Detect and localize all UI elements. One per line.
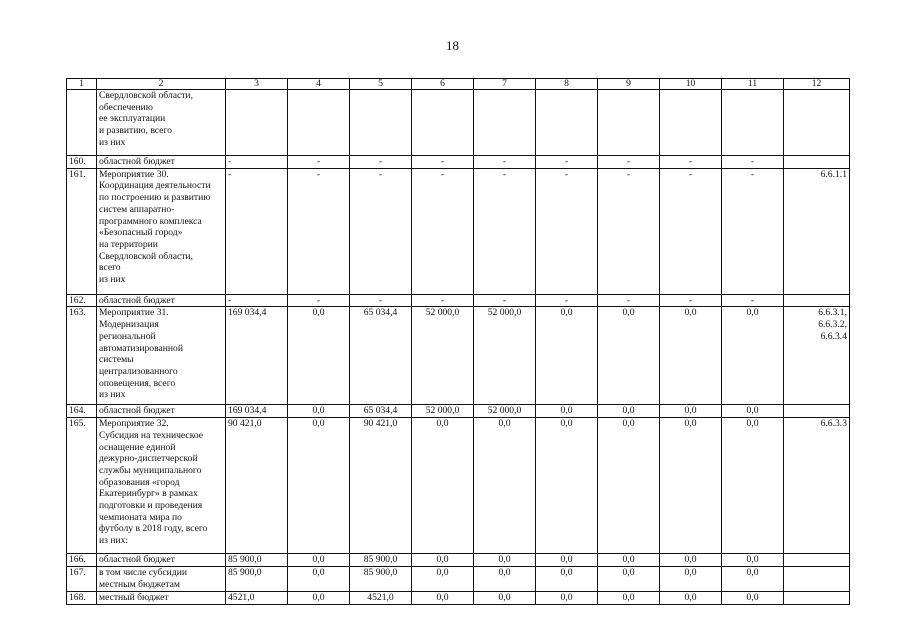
value-cell: 0,0 — [660, 307, 722, 405]
row-number: 160. — [67, 156, 97, 169]
reference-code — [784, 566, 850, 591]
value-cell — [722, 90, 784, 156]
value-cell: 0,0 — [660, 418, 722, 554]
value-cell: - — [474, 168, 536, 294]
value-cell: 0,0 — [660, 591, 722, 604]
value-cell: 0,0 — [598, 405, 660, 418]
value-cell: - — [412, 168, 474, 294]
value-cell: 65 034,4 — [350, 405, 412, 418]
value-cell: 0,0 — [412, 418, 474, 554]
table-row — [67, 168, 850, 294]
value-cell: 0,0 — [288, 554, 350, 567]
value-cell: 0,0 — [474, 566, 536, 591]
column-number: 2 — [97, 79, 226, 90]
row-description: областной бюджет — [97, 554, 226, 567]
value-cell: 0,0 — [722, 566, 784, 591]
table-row — [67, 294, 850, 307]
value-cell: - — [226, 156, 288, 169]
row-number — [67, 90, 97, 156]
value-cell — [226, 90, 288, 156]
table-row — [67, 554, 850, 567]
value-cell: - — [536, 156, 598, 169]
value-cell: 0,0 — [474, 418, 536, 554]
value-cell: 0,0 — [536, 554, 598, 567]
row-number: 166. — [67, 554, 97, 567]
page-number: 18 — [446, 38, 459, 53]
value-cell: - — [536, 168, 598, 294]
value-cell: - — [288, 294, 350, 307]
value-cell: 0,0 — [536, 405, 598, 418]
reference-code — [784, 591, 850, 604]
row-description: Свердловской области, обеспечению ее эксплуатации и развитию, всего из них — [97, 90, 226, 156]
value-cell: 0,0 — [288, 566, 350, 591]
value-cell — [598, 90, 660, 156]
value-cell: 0,0 — [598, 307, 660, 405]
value-cell: - — [660, 156, 722, 169]
value-cell: 4521,0 — [226, 591, 288, 604]
value-cell: 0,0 — [660, 554, 722, 567]
value-cell: 0,0 — [598, 554, 660, 567]
value-cell: 0,0 — [412, 591, 474, 604]
reference-code — [784, 554, 850, 567]
value-cell: 0,0 — [288, 405, 350, 418]
value-cell: 0,0 — [722, 405, 784, 418]
value-cell: 0,0 — [722, 554, 784, 567]
column-number: 3 — [226, 79, 288, 90]
row-description: Мероприятие 30. Координация деятельности по построению и развитию систем аппаратно- программного комплекса «Безопасный город» на территории Свердловской области, всего из них — [97, 168, 226, 294]
value-cell: - — [226, 168, 288, 294]
row-description: в том числе субсидии местным бюджетам — [97, 566, 226, 591]
row-description: Мероприятие 32. Субсидия на техническое оснащение единой дежурно-диспетчерской службы муниципального образования «город Екатеринбург» в рамках подготовки и проведения чемпионата мира по футболу в 2018 году, всего из них: — [97, 418, 226, 554]
value-cell: 0,0 — [412, 566, 474, 591]
column-number-row — [67, 79, 850, 90]
column-number: 7 — [474, 79, 536, 90]
value-cell — [474, 90, 536, 156]
value-cell: - — [598, 156, 660, 169]
value-cell: - — [226, 294, 288, 307]
value-cell: - — [412, 294, 474, 307]
row-description: областной бюджет — [97, 156, 226, 169]
value-cell: 0,0 — [598, 418, 660, 554]
column-number: 5 — [350, 79, 412, 90]
table-body — [67, 79, 850, 605]
value-cell: 0,0 — [288, 307, 350, 405]
value-cell: 52 000,0 — [474, 307, 536, 405]
column-number: 4 — [288, 79, 350, 90]
row-number: 165. — [67, 418, 97, 554]
value-cell: 0,0 — [536, 591, 598, 604]
row-number: 162. — [67, 294, 97, 307]
table-row — [67, 307, 850, 405]
value-cell: 0,0 — [598, 591, 660, 604]
value-cell: - — [722, 294, 784, 307]
value-cell: 85 900,0 — [350, 554, 412, 567]
value-cell: - — [350, 156, 412, 169]
reference-code: 6.6.3.3 — [784, 418, 850, 554]
column-number: 11 — [722, 79, 784, 90]
value-cell: 0,0 — [722, 591, 784, 604]
value-cell: 85 900,0 — [350, 566, 412, 591]
value-cell: - — [412, 156, 474, 169]
value-cell: 0,0 — [598, 566, 660, 591]
value-cell: 0,0 — [536, 566, 598, 591]
value-cell — [350, 90, 412, 156]
value-cell: 0,0 — [536, 418, 598, 554]
value-cell: 0,0 — [474, 591, 536, 604]
value-cell: 0,0 — [288, 418, 350, 554]
value-cell — [412, 90, 474, 156]
value-cell: 85 900,0 — [226, 566, 288, 591]
table-row — [67, 566, 850, 591]
table-row — [67, 418, 850, 554]
table-row — [67, 591, 850, 604]
value-cell: 52 000,0 — [412, 405, 474, 418]
row-number: 163. — [67, 307, 97, 405]
value-cell: 0,0 — [474, 554, 536, 567]
value-cell: 52 000,0 — [474, 405, 536, 418]
reference-code — [784, 90, 850, 156]
table-row — [67, 90, 850, 156]
value-cell: - — [722, 156, 784, 169]
row-description: Мероприятие 31. Модернизация региональной автоматизированной системы централизованного оповещения, всего из них — [97, 307, 226, 405]
value-cell: 169 034,4 — [226, 405, 288, 418]
value-cell: - — [288, 156, 350, 169]
value-cell: - — [722, 168, 784, 294]
row-description: местный бюджет — [97, 591, 226, 604]
value-cell — [536, 90, 598, 156]
value-cell: - — [660, 168, 722, 294]
value-cell: 90 421,0 — [350, 418, 412, 554]
value-cell: - — [660, 294, 722, 307]
value-cell: - — [350, 168, 412, 294]
value-cell: 90 421,0 — [226, 418, 288, 554]
value-cell: 65 034,4 — [350, 307, 412, 405]
value-cell: 0,0 — [536, 307, 598, 405]
value-cell: 52 000,0 — [412, 307, 474, 405]
column-number: 6 — [412, 79, 474, 90]
column-number: 1 — [67, 79, 97, 90]
value-cell: 0,0 — [660, 405, 722, 418]
value-cell: - — [598, 294, 660, 307]
reference-code: 6.6.1.1 — [784, 168, 850, 294]
reference-code: 6.6.3.1, 6.6.3.2, 6.6.3.4 — [784, 307, 850, 405]
value-cell: 85 900,0 — [226, 554, 288, 567]
column-number: 9 — [598, 79, 660, 90]
reference-code — [784, 294, 850, 307]
value-cell — [288, 90, 350, 156]
value-cell: - — [288, 168, 350, 294]
row-number: 164. — [67, 405, 97, 418]
value-cell: 4521,0 — [350, 591, 412, 604]
reference-code — [784, 405, 850, 418]
row-description: областной бюджет — [97, 405, 226, 418]
value-cell: - — [350, 294, 412, 307]
value-cell: - — [474, 294, 536, 307]
row-number: 167. — [67, 566, 97, 591]
value-cell: - — [536, 294, 598, 307]
column-number: 8 — [536, 79, 598, 90]
value-cell: 0,0 — [722, 418, 784, 554]
row-number: 161. — [67, 168, 97, 294]
value-cell: - — [474, 156, 536, 169]
budget-table — [66, 78, 850, 605]
value-cell: 0,0 — [288, 591, 350, 604]
row-number: 168. — [67, 591, 97, 604]
value-cell: 0,0 — [412, 554, 474, 567]
column-number: 12 — [784, 79, 850, 90]
table-row — [67, 156, 850, 169]
table-row — [67, 405, 850, 418]
column-number: 10 — [660, 79, 722, 90]
value-cell: 0,0 — [722, 307, 784, 405]
value-cell: 169 034,4 — [226, 307, 288, 405]
value-cell: - — [598, 168, 660, 294]
value-cell: 0,0 — [660, 566, 722, 591]
row-description: областной бюджет — [97, 294, 226, 307]
value-cell — [660, 90, 722, 156]
reference-code — [784, 156, 850, 169]
